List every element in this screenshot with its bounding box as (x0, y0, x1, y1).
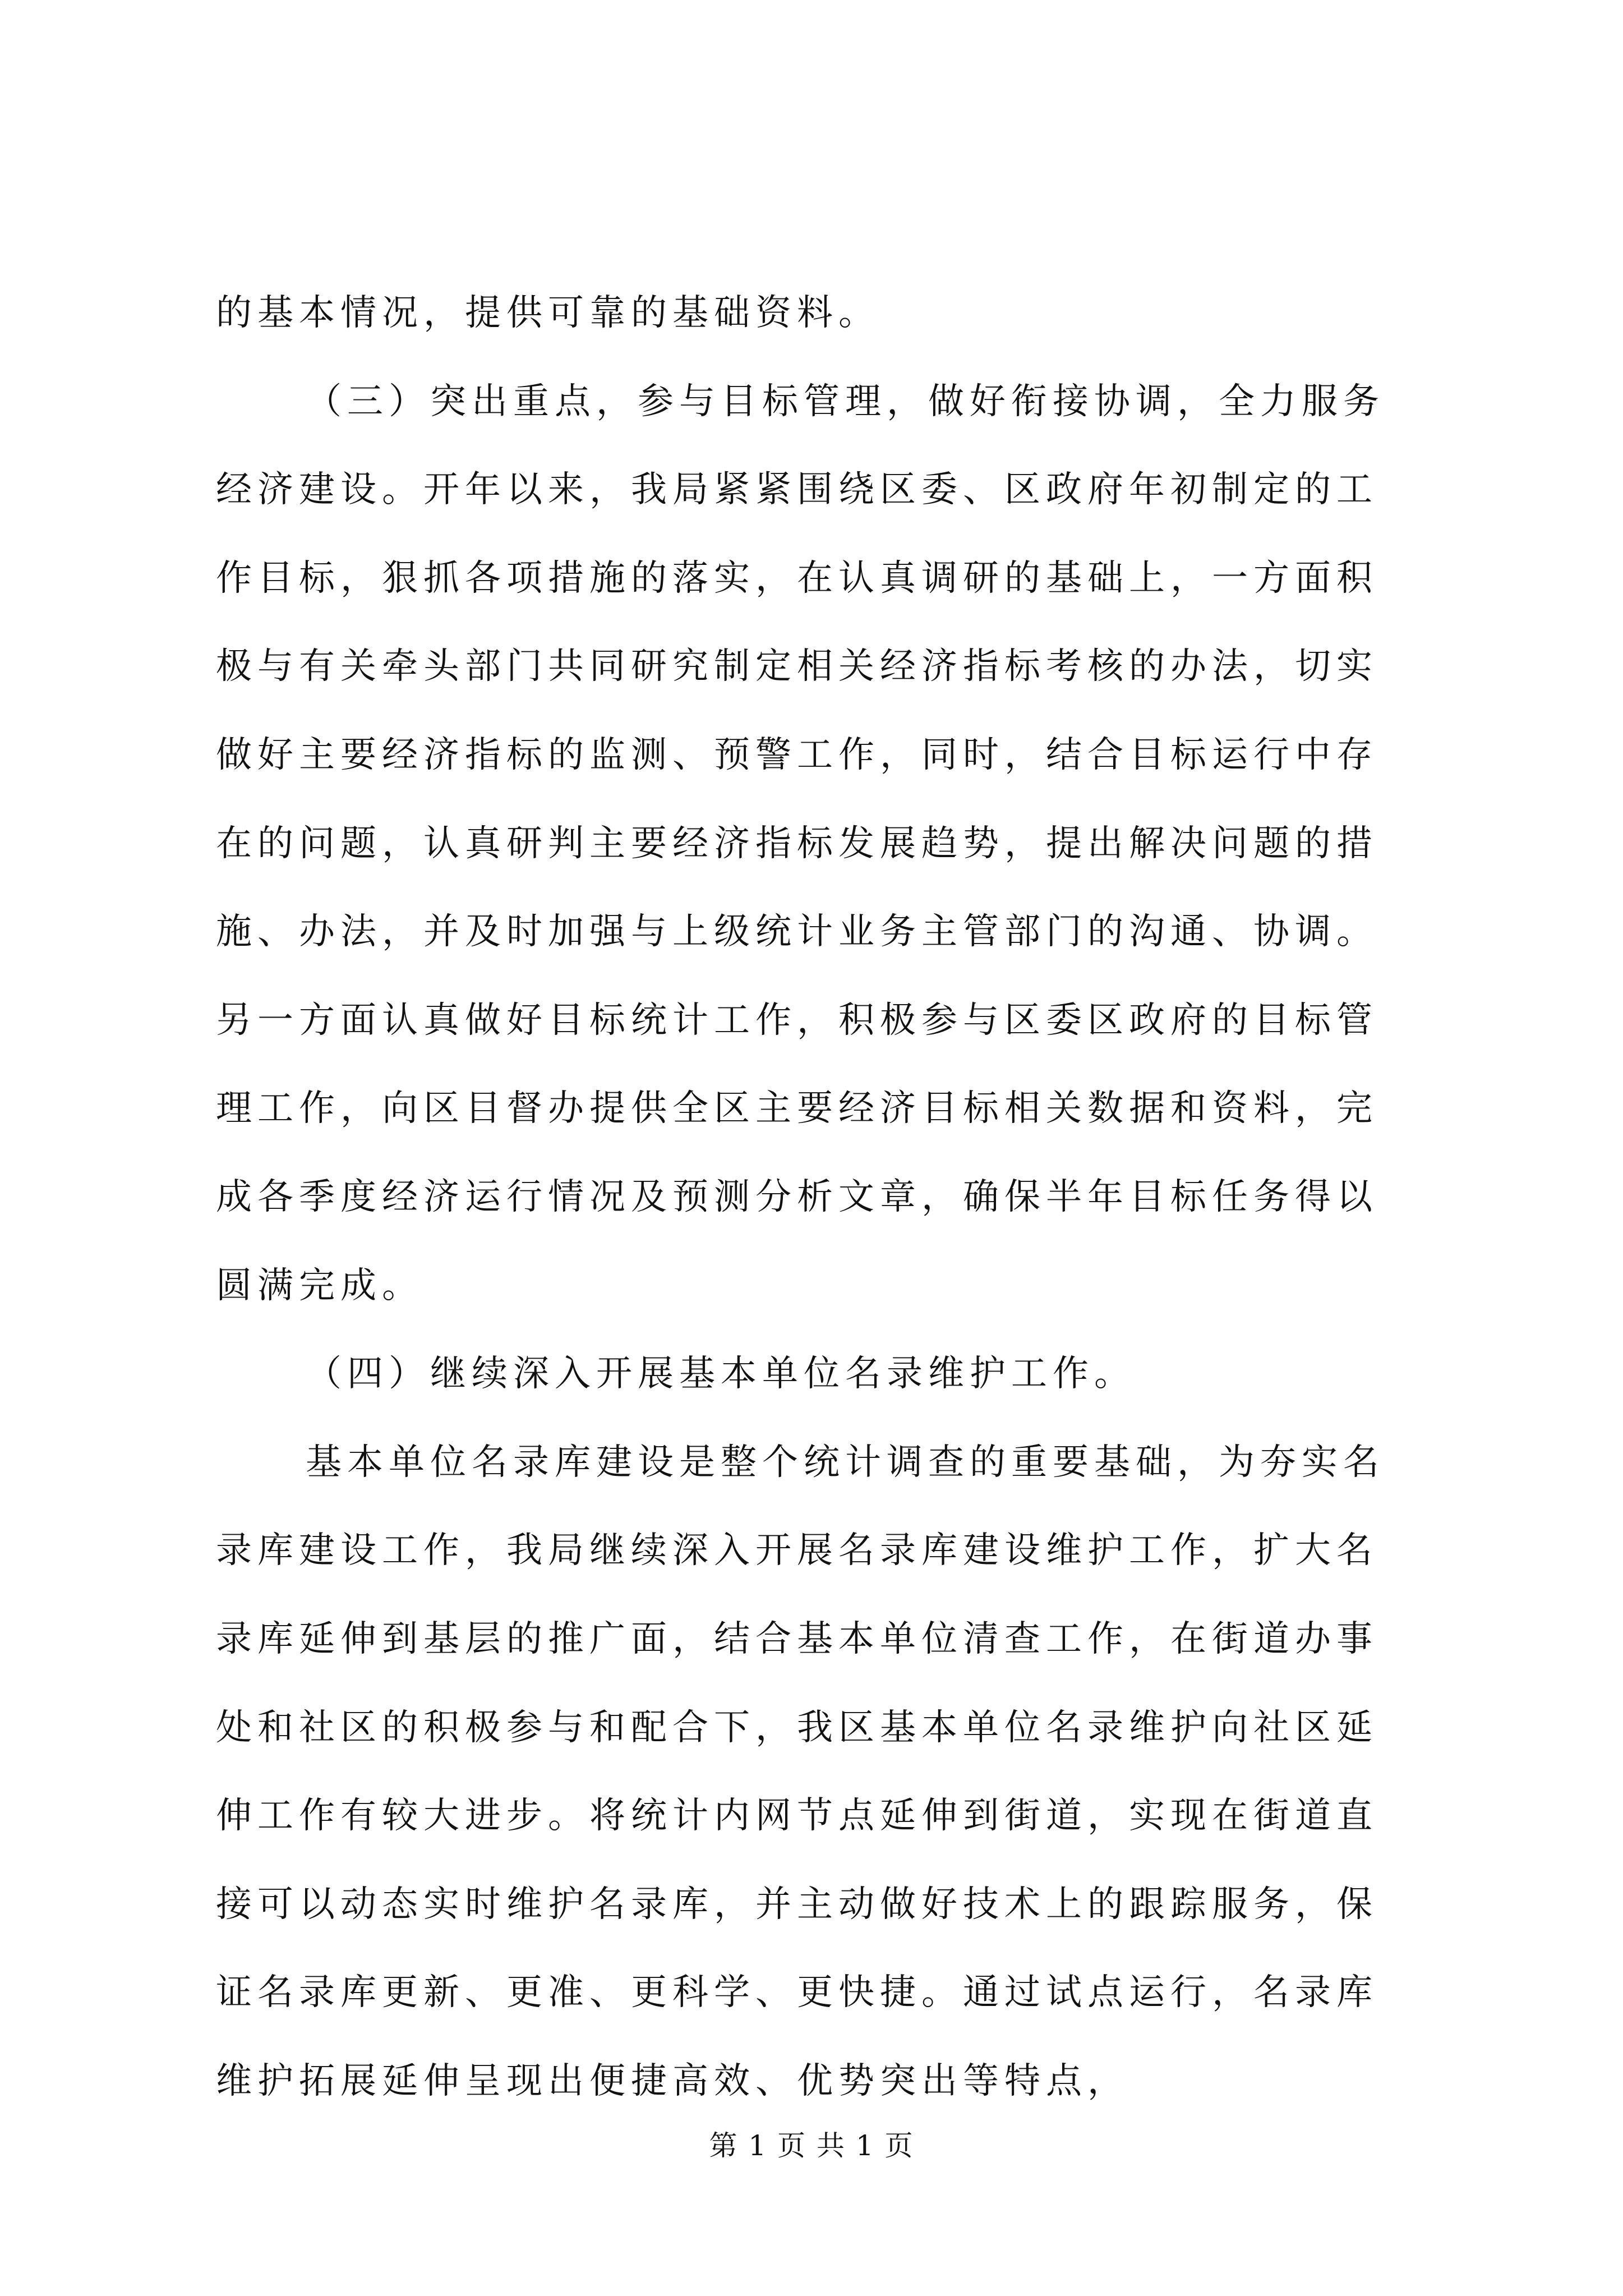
page-footer: 第 1 页 共 1 页 (709, 2129, 914, 2162)
text-line: 接可以动态实时维护名录库，并主动做好技术上的跟踪服务，保 (216, 1884, 1378, 1925)
text-line: 伸工作有较大进步。将统计内网节点延伸到街道，实现在街道直 (216, 1795, 1378, 1837)
text-line: 另一方面认真做好目标统计工作，积极参与区委区政府的目标管 (216, 1000, 1378, 1041)
section-heading-4: （四）继续深入开展基本单位名录维护工作。 (306, 1353, 1136, 1395)
text-line: 理工作，向区目督办提供全区主要经济目标相关数据和资料，完 (216, 1088, 1378, 1129)
text-line: 处和社区的积极参与和配合下，我区基本单位名录维护向社区延 (216, 1707, 1378, 1749)
text-line: 录库建设工作，我局继续深入开展名录库建设维护工作，扩大名 (216, 1530, 1378, 1571)
text-line: 录库延伸到基层的推广面，结合基本单位清查工作，在街道办事 (216, 1618, 1378, 1660)
text-line: 维护拓展延伸呈现出便捷高效、优势突出等特点， (216, 2060, 1129, 2102)
text-line: 证名录库更新、更准、更科学、更快捷。通过试点运行，名录库 (216, 1972, 1378, 2013)
section-heading-3: （三）突出重点，参与目标管理，做好衔接协调，全力服务 (306, 381, 1385, 422)
text-line: 施、办法，并及时加强与上级统计业务主管部门的沟通、协调。 (216, 911, 1378, 953)
text-line: 的基本情况，提供可靠的基础资料。 (216, 292, 880, 334)
text-line: 做好主要经济指标的监测、预警工作，同时，结合目标运行中存 (216, 734, 1378, 776)
text-line: 极与有关牵头部门共同研究制定相关经济指标考核的办法，切实 (216, 646, 1378, 687)
text-line: 经济建设。开年以来，我局紧紧围绕区委、区政府年初制定的工 (216, 469, 1378, 510)
paragraph-start: 基本单位名录库建设是整个统计调查的重要基础，为夯实名 (306, 1442, 1385, 1483)
text-line: 成各季度经济运行情况及预测分析文章，确保半年目标任务得以 (216, 1176, 1378, 1218)
text-line: 作目标，狠抓各项措施的落实，在认真调研的基础上，一方面积 (216, 558, 1378, 599)
text-line: 圆满完成。 (216, 1265, 423, 1306)
text-line: 在的问题，认真研判主要经济指标发展趋势，提出解决问题的措 (216, 823, 1378, 864)
